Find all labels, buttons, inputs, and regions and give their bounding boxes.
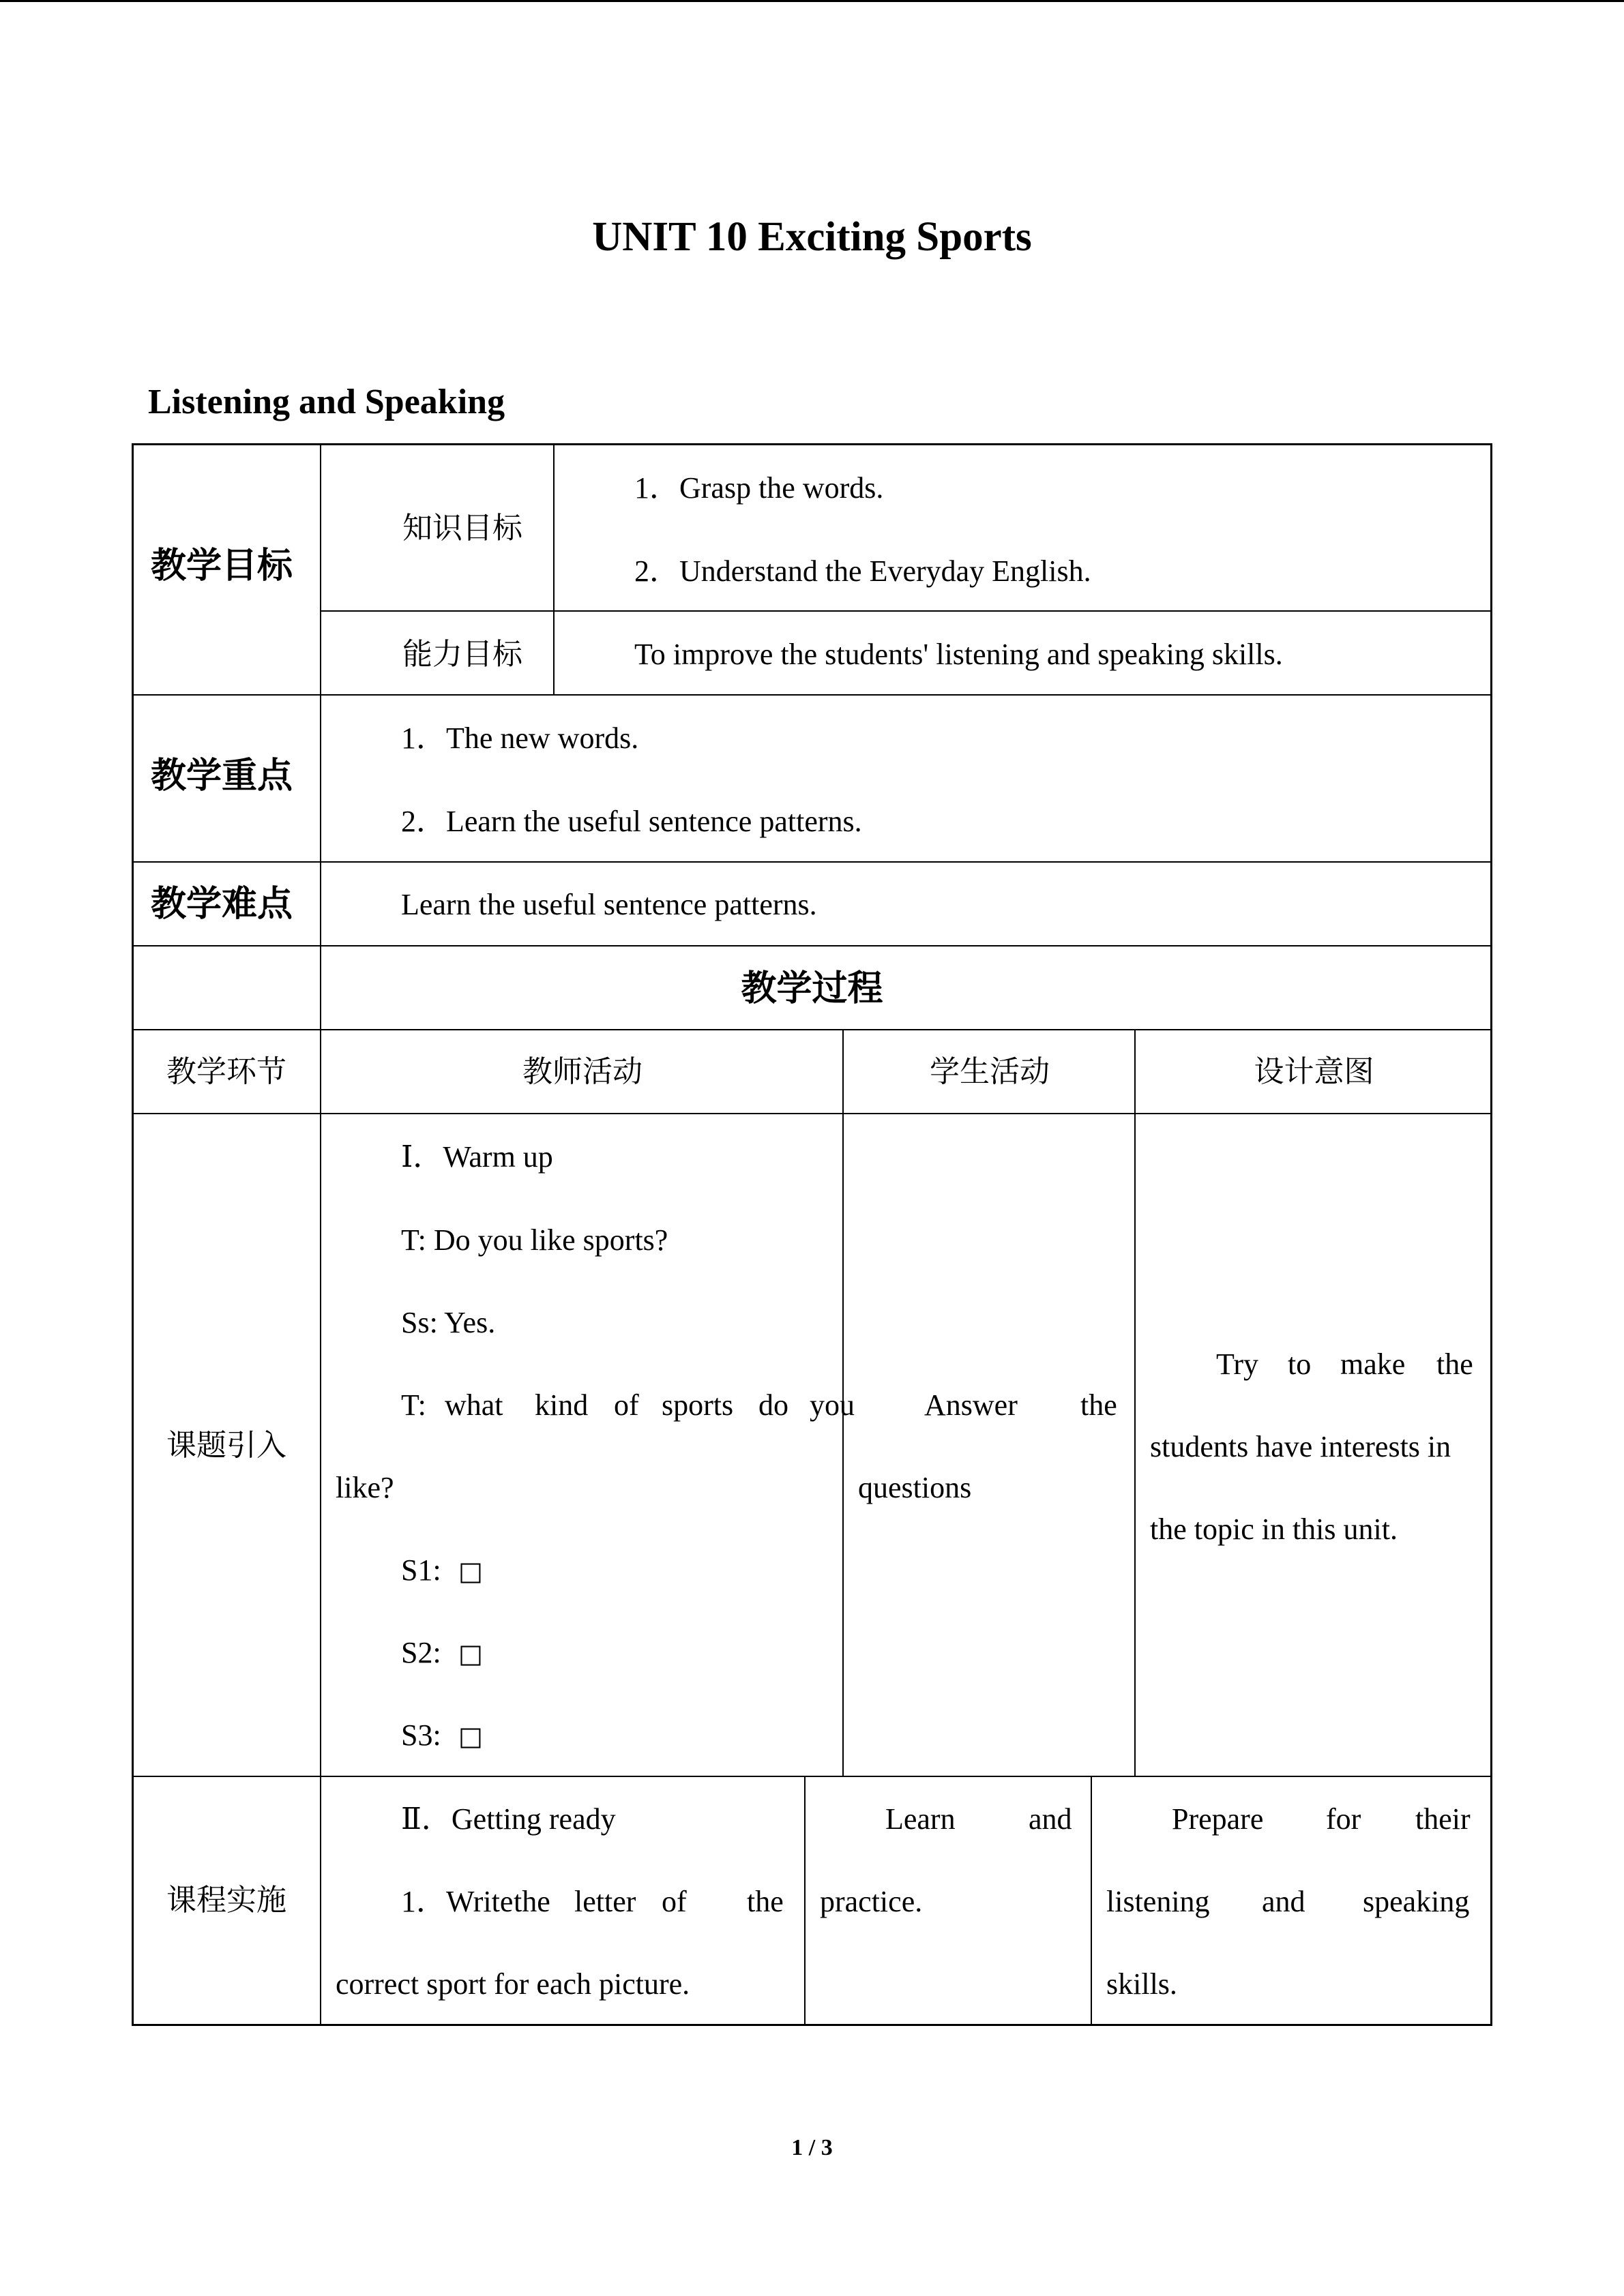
column-header-teacher: 教师活动 [522,1054,643,1089]
difficult-points-label: 教学难点 [151,884,293,925]
teacher-word: the [747,1885,784,1918]
knowledge-item: 2．Understand the Everyday English. [634,554,1091,588]
column-header-intent: 设计意图 [1254,1054,1374,1089]
teacher-line: Ⅱ．Getting ready [401,1802,616,1836]
intent-line: students have interests in [1150,1430,1451,1463]
student-line: questions [858,1471,972,1504]
intent-line: the topic in this unit. [1150,1512,1398,1546]
teacher-word: sports [662,1388,734,1422]
intent-word: the [1436,1347,1473,1381]
student-line: practice. [820,1885,923,1918]
ability-text: To improve the students' listening and speaking skills. [634,638,1283,671]
student-word: and [1029,1802,1072,1836]
key-point-item: 1．The new words. [401,721,639,755]
teacher-word: what [445,1388,503,1422]
difficult-points-text: Learn the useful sentence patterns. [401,888,817,921]
teacher-line: S2: [401,1636,441,1669]
teacher-line: Ss: Yes. [401,1306,496,1339]
intent-word: speaking [1363,1885,1470,1918]
teacher-line: Ⅰ．Warm up [401,1140,553,1174]
blank-box-icon: □ [458,1721,483,1751]
teacher-word: of [614,1388,639,1422]
teacher-word: kind [535,1388,589,1422]
stage-warmup: 课题引入 [166,1428,286,1463]
intent-word: Try [1216,1347,1258,1381]
ability-label: 能力目标 [402,637,522,672]
teacher-line: S3: [401,1718,441,1752]
stage-implementation: 课程实施 [166,1883,286,1918]
section-heading: Listening and Speaking [148,383,505,421]
intent-word: for [1326,1802,1361,1836]
key-point-item: 2．Learn the useful sentence patterns. [401,805,862,838]
knowledge-label: 知识目标 [402,511,522,546]
teacher-line: T: Do you like sports? [401,1223,668,1257]
teacher-word: the [514,1885,550,1918]
teacher-line: T: [401,1388,426,1422]
process-heading: 教学过程 [741,968,883,1009]
intent-word: listening [1106,1885,1210,1918]
objectives-label: 教学目标 [151,546,293,586]
column-header-stage: 教学环节 [166,1054,286,1089]
teacher-line: like? [336,1471,394,1504]
student-word: Answer [924,1388,1018,1422]
teacher-line: correct sport for each picture. [336,1967,690,2001]
intent-line: skills. [1106,1967,1177,2001]
blank-box-icon: □ [458,1639,483,1669]
blank-box-icon: □ [458,1556,483,1586]
teacher-word: 1．Write [401,1885,514,1918]
intent-word: Prepare [1172,1802,1264,1836]
teacher-word: letter [574,1885,636,1918]
teacher-word: do [758,1388,788,1422]
page-indicator: 1 / 3 [791,2135,833,2160]
teacher-line: S1: [401,1553,441,1587]
intent-word: to [1288,1347,1312,1381]
intent-word: and [1262,1885,1305,1918]
column-header-student: 学生活动 [930,1054,1050,1089]
key-points-label: 教学重点 [151,756,293,796]
teacher-word: of [662,1885,687,1918]
student-word: Learn [885,1802,956,1836]
knowledge-item: 1．Grasp the words. [634,471,884,505]
document-title: UNIT 10 Exciting Sports [592,214,1032,260]
teacher-word: you [810,1388,855,1422]
student-word: the [1080,1388,1117,1422]
intent-word: make [1340,1347,1406,1381]
intent-word: their [1415,1802,1471,1836]
top-border [0,0,1624,2]
